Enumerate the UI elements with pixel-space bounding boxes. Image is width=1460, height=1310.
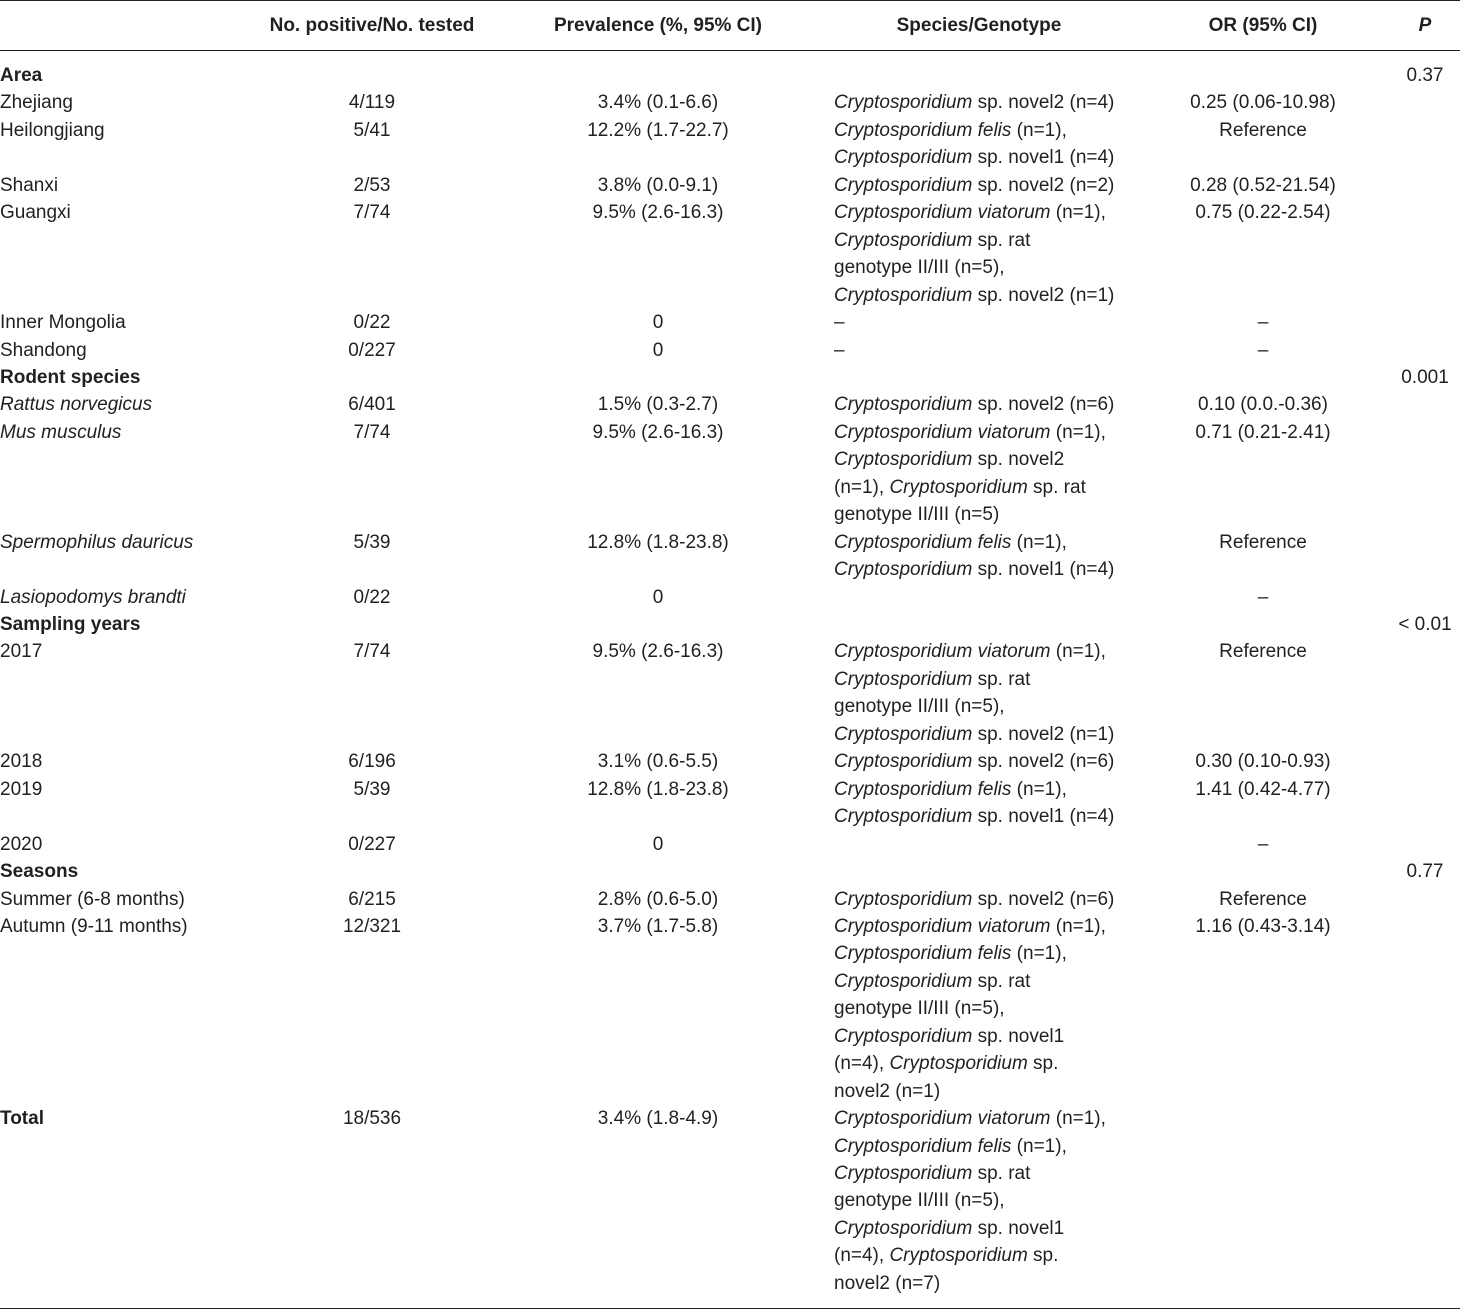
- table-row-or: Reference: [1219, 641, 1307, 663]
- table-row-or: 0.28 (0.52-21.54): [1190, 174, 1336, 196]
- table-row-or: –: [1257, 312, 1269, 334]
- taxon-name: Cryptosporidium: [889, 1245, 1028, 1267]
- species-text: sp. novel2 (n=2): [972, 174, 1115, 196]
- table-row-species-line: [834, 748, 1114, 775]
- species-text: sp.: [1027, 1245, 1059, 1267]
- table-row-or: –: [1257, 833, 1269, 855]
- table-row-prevalence: 0: [652, 339, 664, 361]
- table-row-species-line: [834, 309, 845, 336]
- species-text: sp. novel1 (n=4): [972, 806, 1115, 828]
- table-row-label: Lasiopodomys brandti: [0, 586, 186, 608]
- table-row-species-line: [834, 419, 1106, 446]
- table-row-prevalence: 9.5% (2.6-16.3): [592, 641, 724, 663]
- total-row-species-line: [834, 1160, 1030, 1187]
- taxon-name: Cryptosporidium: [834, 559, 973, 581]
- table-row-species-line: [834, 282, 1114, 309]
- taxon-name: Cryptosporidium: [834, 668, 973, 690]
- table-row-label: 2019: [0, 778, 43, 800]
- table-row-prevalence: 3.1% (0.6-5.5): [597, 751, 719, 773]
- section-heading: Rodent species: [0, 366, 141, 388]
- table-row-species-line: [834, 391, 1114, 418]
- header-species: Species/Genotype: [896, 15, 1062, 36]
- species-text: (n=1),: [1050, 1108, 1106, 1130]
- table-row-prevalence: 3.8% (0.0-9.1): [597, 174, 719, 196]
- species-text: genotype II/III (n=5),: [834, 998, 1005, 1020]
- taxon-name: Cryptosporidium felis: [834, 531, 1012, 553]
- header-p: P: [1418, 15, 1432, 36]
- species-text: (n=1),: [1011, 943, 1067, 965]
- table-row-species-line: [834, 776, 1067, 803]
- table-row-or: 0.10 (0.0.-0.36): [1198, 394, 1328, 416]
- table-row-prevalence: 9.5% (2.6-16.3): [592, 421, 724, 443]
- species-text: sp. novel2 (n=1): [972, 723, 1115, 745]
- species-text: (n=1),: [1050, 641, 1106, 663]
- table-row-species-line: [834, 172, 1114, 199]
- table-row-label: Spermophilus dauricus: [0, 531, 194, 553]
- section-heading: Sampling years: [0, 614, 141, 635]
- table-row-prevalence: 0: [652, 312, 664, 334]
- taxon-name: Cryptosporidium felis: [834, 119, 1012, 141]
- taxon-name: Cryptosporidium: [834, 174, 973, 196]
- species-text: sp. novel2 (n=6): [972, 394, 1115, 416]
- section-p-value: 0.001: [1401, 366, 1449, 388]
- table-row-label: Shanxi: [0, 174, 59, 196]
- table-row-label: Shandong: [0, 339, 87, 361]
- table-row-prevalence: 0: [652, 833, 664, 855]
- species-text: (n=1),: [1050, 202, 1106, 224]
- total-row-species-line: [834, 1215, 1064, 1242]
- table-row-or: Reference: [1219, 119, 1307, 141]
- table-row-label: 2018: [0, 751, 43, 773]
- table-row-species-line: [834, 693, 1005, 720]
- header-rule: [0, 50, 1460, 51]
- species-text: genotype II/III (n=5),: [834, 257, 1005, 279]
- taxon-name: Cryptosporidium: [834, 394, 973, 416]
- table-row-species-line: [834, 913, 1106, 940]
- taxon-name: Cryptosporidium: [834, 229, 973, 251]
- table-row-or: Reference: [1219, 888, 1307, 910]
- table-row-tested: 5/39: [353, 531, 391, 553]
- species-text: sp. rat: [972, 229, 1031, 251]
- species-text: (n=1),: [1011, 1135, 1067, 1157]
- taxon-name: Cryptosporidium: [889, 476, 1028, 498]
- table-row-tested: 0/22: [353, 586, 391, 608]
- total-row-species-line: [834, 1105, 1106, 1132]
- taxon-name: Cryptosporidium: [834, 147, 973, 169]
- table-row-prevalence: 9.5% (2.6-16.3): [592, 202, 724, 224]
- total-row-species-line: [834, 1270, 940, 1297]
- total-row-prevalence: 3.4% (1.8-4.9): [597, 1108, 719, 1130]
- taxon-name: Cryptosporidium: [834, 888, 973, 910]
- table-row-or: Reference: [1219, 531, 1307, 553]
- section-p-value: 0.77: [1406, 861, 1444, 883]
- table-row-species-line: [834, 89, 1114, 116]
- species-text: sp. rat: [972, 1163, 1031, 1184]
- table-row-tested: 7/74: [353, 421, 391, 443]
- table-row-species-line: [834, 886, 1114, 913]
- table-row-or: 0.30 (0.10-0.93): [1195, 751, 1331, 773]
- table-row-tested: 7/74: [353, 202, 391, 224]
- species-text: (n=4),: [834, 1053, 890, 1075]
- species-text: –: [834, 312, 845, 334]
- species-text: –: [834, 339, 845, 361]
- taxon-name: Cryptosporidium viatorum: [834, 1108, 1051, 1130]
- species-text: sp. novel2 (n=1): [972, 284, 1115, 306]
- taxon-name: Cryptosporidium felis: [834, 1135, 1012, 1157]
- taxon-name: Cryptosporidium: [834, 970, 973, 992]
- table-row-species-line: [834, 117, 1067, 144]
- species-text: sp. novel1: [972, 1217, 1065, 1239]
- table-row-tested: 4/119: [348, 92, 396, 114]
- species-text: sp. novel1 (n=4): [972, 147, 1115, 169]
- species-text: genotype II/III (n=5): [834, 504, 1000, 526]
- table-row-species-line: [834, 254, 1005, 281]
- total-row-species-line: [834, 1133, 1067, 1160]
- table-row-species-line: [834, 501, 999, 528]
- table-row-label: Summer (6-8 months): [0, 888, 185, 910]
- taxon-name: Cryptosporidium: [834, 723, 973, 745]
- taxon-name: Cryptosporidium: [834, 92, 973, 114]
- species-text: novel2 (n=7): [834, 1272, 941, 1294]
- table-row-prevalence: 12.8% (1.8-23.8): [587, 778, 729, 800]
- species-text: (n=1),: [1011, 119, 1067, 141]
- table-row-prevalence: 2.8% (0.6-5.0): [597, 888, 719, 910]
- taxon-name: Cryptosporidium: [834, 1217, 973, 1239]
- table-row-tested: 0/22: [353, 312, 391, 334]
- table-row-or: 0.25 (0.06-10.98): [1190, 92, 1336, 114]
- species-text: (n=1),: [1011, 531, 1067, 553]
- total-row-species-line: [834, 1242, 1058, 1269]
- table-row-label: Guangxi: [0, 202, 71, 224]
- total-row-label: Total: [0, 1108, 44, 1130]
- table-row-or: 1.41 (0.42-4.77): [1195, 778, 1331, 800]
- table-row-species-line: [834, 721, 1114, 748]
- table-row-label: Zhejiang: [0, 92, 73, 114]
- table-row-species-line: [834, 227, 1030, 254]
- table-row-species-line: [834, 1078, 940, 1105]
- table-row-species-line: [834, 940, 1067, 967]
- table-row-prevalence: 0: [652, 586, 664, 608]
- taxon-name: Cryptosporidium viatorum: [834, 641, 1051, 663]
- header-or: OR (95% CI): [1208, 15, 1318, 36]
- table-row-species-line: [834, 144, 1114, 171]
- table-row-or: 0.75 (0.22-2.54): [1195, 202, 1331, 224]
- taxon-name: Cryptosporidium viatorum: [834, 202, 1051, 224]
- top-rule: [0, 0, 1460, 1]
- table-row-or: –: [1257, 339, 1269, 361]
- species-text: genotype II/III (n=5),: [834, 696, 1005, 718]
- total-row-tested: 18/536: [342, 1108, 402, 1130]
- table-row-species-line: [834, 556, 1114, 583]
- taxon-name: Cryptosporidium: [834, 284, 973, 306]
- table-row-species-line: [834, 529, 1067, 556]
- table-row-prevalence: 1.5% (0.3-2.7): [597, 394, 719, 416]
- species-text: sp. novel1 (n=4): [972, 559, 1115, 581]
- taxon-name: Cryptosporidium viatorum: [834, 421, 1051, 443]
- table-row-species-line: [834, 337, 845, 364]
- species-text: sp. novel2 (n=4): [972, 92, 1115, 114]
- table-row-tested: 5/41: [353, 119, 391, 141]
- species-text: (n=4),: [834, 1245, 890, 1267]
- species-text: sp. novel2 (n=6): [972, 751, 1115, 773]
- table-row-species-line: [834, 803, 1114, 830]
- table-row-prevalence: 3.7% (1.7-5.8): [597, 915, 719, 937]
- species-text: sp. novel1: [972, 1025, 1065, 1047]
- taxon-name: Cryptosporidium: [889, 1053, 1028, 1075]
- table-row-label: Mus musculus: [0, 421, 122, 443]
- table-row-label: Heilongjiang: [0, 119, 105, 141]
- taxon-name: Cryptosporidium felis: [834, 778, 1012, 800]
- taxon-name: Cryptosporidium: [834, 449, 973, 471]
- table-row-tested: 2/53: [353, 174, 391, 196]
- table-row-tested: 0/227: [348, 833, 396, 855]
- table-row-tested: 7/74: [353, 641, 391, 663]
- species-text: (n=1),: [834, 476, 890, 498]
- table-row-species-line: [834, 968, 1030, 995]
- species-text: sp. novel2 (n=6): [972, 888, 1115, 910]
- species-text: (n=1),: [1011, 778, 1067, 800]
- species-text: novel2 (n=1): [834, 1080, 941, 1102]
- table-row-species-line: [834, 1050, 1058, 1077]
- taxon-name: Cryptosporidium: [834, 1025, 973, 1047]
- total-row-species-line: [834, 1187, 1005, 1214]
- section-p-value: 0.37: [1406, 65, 1444, 86]
- species-text: (n=1),: [1050, 915, 1106, 937]
- header-prevalence: Prevalence (%, 95% CI): [553, 15, 763, 36]
- section-heading: Area: [0, 65, 43, 86]
- table-row-species-line: [834, 199, 1106, 226]
- species-text: sp. rat: [1027, 476, 1086, 498]
- taxon-name: Cryptosporidium viatorum: [834, 915, 1051, 937]
- species-text: sp. rat: [972, 970, 1031, 992]
- table-row-species-line: [834, 446, 1064, 473]
- species-text: sp. rat: [972, 668, 1031, 690]
- table-row-prevalence: 12.8% (1.8-23.8): [587, 531, 729, 553]
- section-heading: Seasons: [0, 861, 79, 883]
- species-text: sp. novel2: [972, 449, 1065, 471]
- table-row-tested: 6/401: [348, 394, 396, 416]
- table-row-or: –: [1257, 586, 1269, 608]
- table-row-label: Autumn (9-11 months): [0, 915, 188, 937]
- taxon-name: Cryptosporidium: [834, 806, 973, 828]
- table-row-label: 2017: [0, 641, 43, 663]
- table-row-species-line: [834, 638, 1106, 665]
- table-row-tested: 5/39: [353, 778, 391, 800]
- table-row-tested: 6/215: [348, 888, 396, 910]
- table-row-label: Rattus norvegicus: [0, 394, 153, 416]
- table-row-label: Inner Mongolia: [0, 312, 126, 334]
- table-row-label: 2020: [0, 833, 43, 855]
- table-row-prevalence: 12.2% (1.7-22.7): [587, 119, 729, 141]
- table-row-or: 0.71 (0.21-2.41): [1195, 421, 1331, 443]
- table-row-species-line: [834, 995, 1005, 1022]
- section-p-value: < 0.01: [1398, 614, 1452, 635]
- table-row-species-line: [834, 1023, 1064, 1050]
- table-row-species-line: [834, 474, 1086, 501]
- taxon-name: Cryptosporidium: [834, 751, 973, 773]
- taxon-name: Cryptosporidium felis: [834, 943, 1012, 965]
- bottom-rule: [0, 1308, 1460, 1309]
- table-row-or: 1.16 (0.43-3.14): [1195, 915, 1331, 937]
- table-row-tested: 0/227: [348, 339, 396, 361]
- species-text: (n=1),: [1050, 421, 1106, 443]
- table-row-tested: 12/321: [342, 915, 402, 937]
- taxon-name: Cryptosporidium: [834, 1163, 973, 1184]
- table-row-species-line: [834, 666, 1030, 693]
- table-row-prevalence: 3.4% (0.1-6.6): [597, 92, 719, 114]
- header-tested: No. positive/No. tested: [269, 15, 475, 36]
- species-text: sp.: [1027, 1053, 1059, 1075]
- table-row-tested: 6/196: [348, 751, 396, 773]
- species-text: genotype II/III (n=5),: [834, 1190, 1005, 1212]
